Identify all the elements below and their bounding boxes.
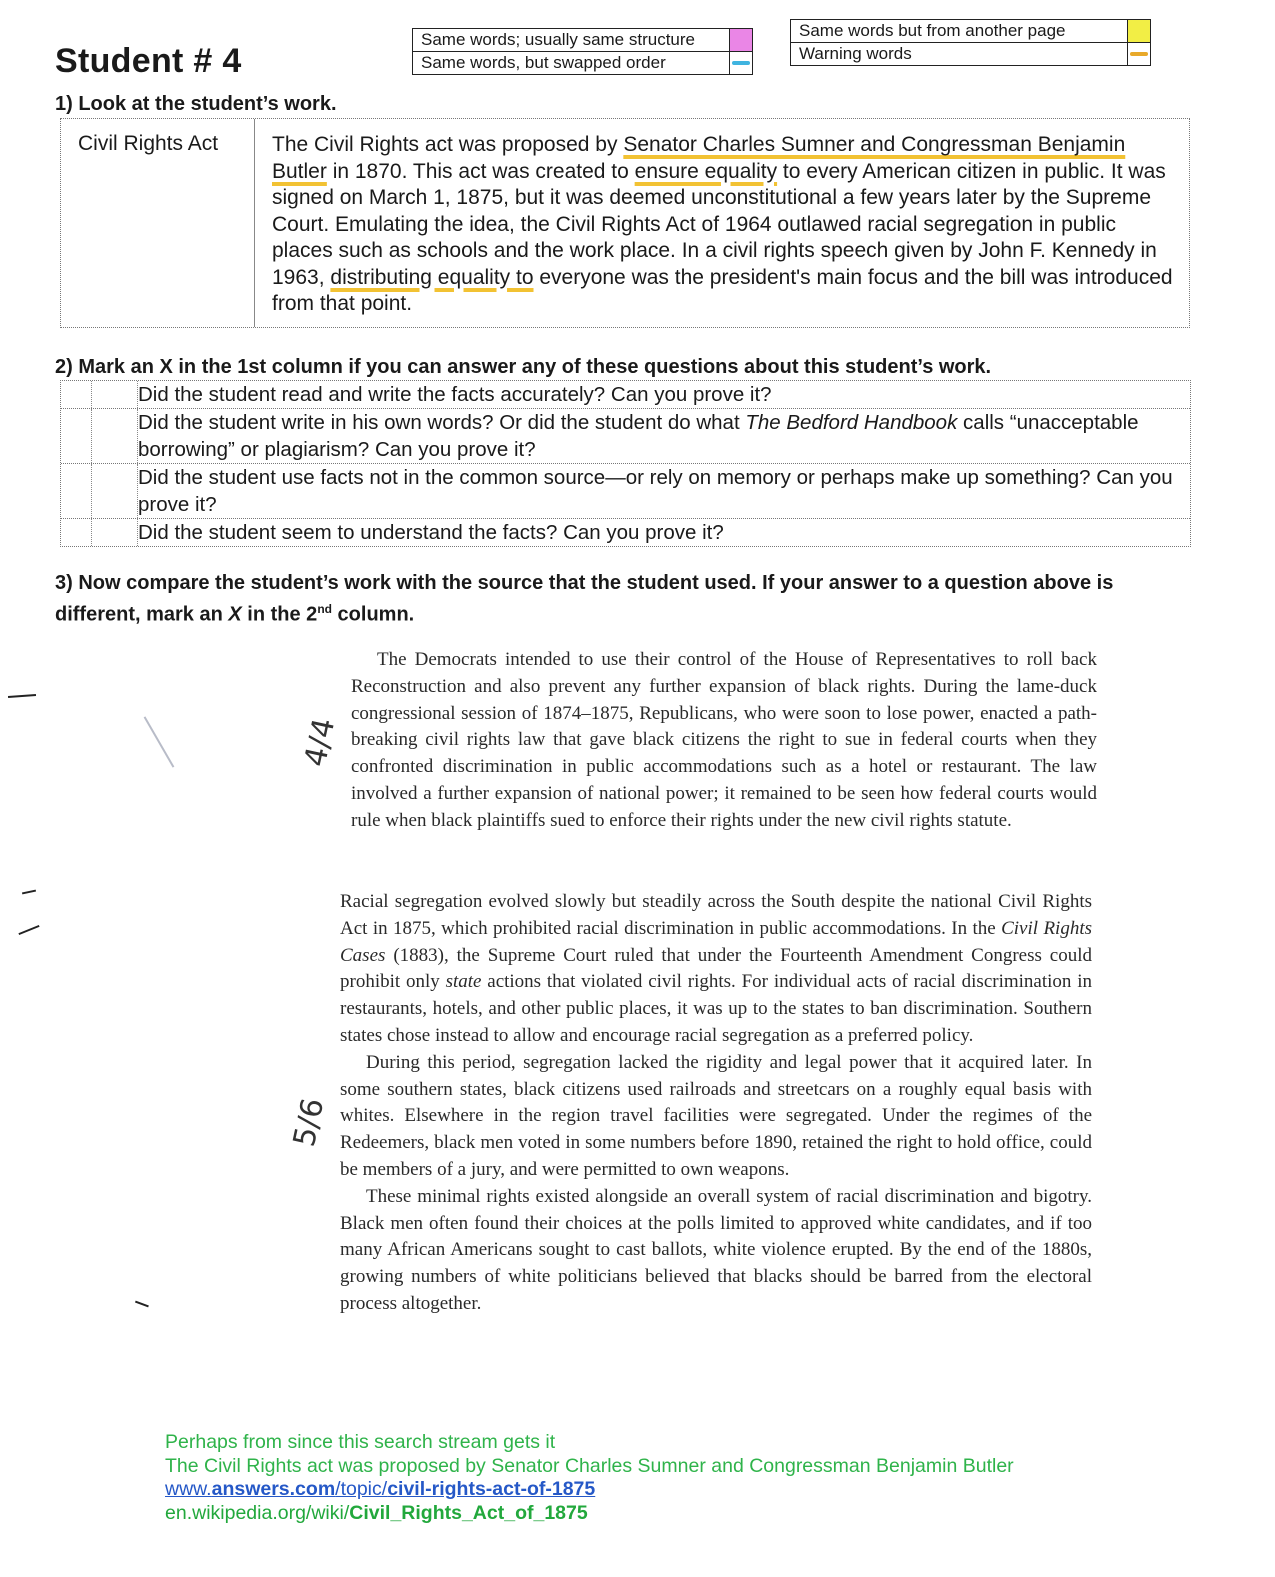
question-row	[61, 519, 1190, 546]
section-3-heading-text: column.	[331, 603, 415, 626]
legend-table-left	[412, 28, 753, 75]
first-column-checkbox[interactable]	[61, 519, 92, 546]
legend-label: Warning words	[791, 43, 1128, 66]
question-text-segment: Did the student use facts not in the common source—or rely on memory or perhaps make up something? Can you prove it?	[138, 466, 1173, 516]
source-text: actions that violated civil rights. For individual acts of racial discrimination in restaurants, hotels, and other public places, it was up to the states to ban discrimination. Southern states chose instead to allow and encourage racial segregation as a preferred policy.	[340, 971, 1092, 1046]
section-3-heading-x: X	[228, 603, 242, 626]
second-column-checkbox[interactable]	[92, 409, 138, 463]
question-text-segment: Did the student read and write the facts accurately? Can you prove it?	[138, 383, 772, 406]
link-text[interactable]: answers.com	[211, 1478, 336, 1500]
section-3-heading-sup: nd	[317, 602, 332, 616]
link-text[interactable]: Civil_Rights_Act_of_1875	[349, 1501, 588, 1524]
handwritten-score-1: 4/4	[298, 715, 343, 770]
legend-label: Same words but from another page	[791, 20, 1128, 43]
legend-row	[791, 20, 1151, 43]
legend-swatch-orange	[1128, 43, 1151, 66]
question-row	[61, 381, 1190, 409]
legend-row	[413, 52, 753, 75]
legend-swatch-yellow	[1128, 20, 1151, 43]
source-italic: state	[445, 971, 482, 993]
source-italic: Civil Rights Cases	[340, 917, 1092, 966]
scan-artifact-mark	[18, 925, 39, 935]
link-text[interactable]: civil-rights-act-of-1875	[387, 1478, 596, 1500]
student-work-table	[60, 118, 1190, 328]
work-text-segment: everyone was the president's main focus and the bill was introduced from that point.	[272, 265, 1173, 315]
note-line: Perhaps from since this search stream gets it	[165, 1431, 556, 1453]
question-text-segment: Did the student write in his own words? Or did the student do what	[138, 411, 746, 434]
question-row	[61, 409, 1190, 464]
work-text-segment: The Civil Rights act was proposed by	[272, 133, 624, 156]
scan-artifact-mark	[22, 890, 36, 895]
legend-row	[791, 43, 1151, 66]
second-column-checkbox[interactable]	[92, 381, 138, 408]
link-text[interactable]: en.wikipedia.org/wiki/	[165, 1501, 350, 1524]
legend-swatch-pink	[730, 29, 753, 52]
source-paragraph: The Democrats intended to use their control of the House of Representatives to roll back Reconstruction and also prevent any further expansion of black rights. During the lame-duck congressional session of 1874–1875, Republicans, who were soon to lose power, enacted a path-breaking civil rights law that gave black citizens the right to sue in federal courts when they confronted discrimination in public accommodations such as a hotel or restaurant. The law involved a further expansion of national power; it remained to be seen how federal courts would rule when black plaintiffs sued to enforce their rights under the new civil rights statute.	[351, 649, 1097, 831]
work-text-segment: in 1870. This act was created to	[326, 159, 635, 183]
note-line: The Civil Rights act was proposed by Senator Charles Sumner and Congressman Benjamin Butler	[165, 1454, 1014, 1477]
question-text	[138, 464, 1190, 518]
scan-artifact-mark	[8, 694, 36, 698]
section-3-heading	[55, 570, 1195, 628]
source-paragraph: These minimal rights existed alongside an overall system of racial discrimination and bigotry. Black men often found their choices at the polls limited to approved white candidates, and if too many African Americans sought to cast ballots, white violence erupted. By the end of the 1880s, growing numbers of white politicians believed that blacks should be barred from the electoral process altogether.	[340, 1185, 1092, 1314]
source-excerpt-1	[351, 647, 1097, 835]
question-row	[61, 464, 1190, 519]
link-text[interactable]: www.	[165, 1478, 212, 1500]
first-column-checkbox[interactable]	[61, 381, 92, 408]
questions-table	[60, 380, 1191, 547]
section-3-heading-text: 3) Now compare the student’s work with the source that the student used. If your answer to a question above is different, mark an	[55, 572, 1114, 626]
question-text	[138, 519, 1190, 546]
source-link-answers[interactable]	[165, 1478, 1014, 1502]
legend-row	[413, 29, 753, 52]
section-3-heading-text: in the 2	[241, 603, 318, 626]
legend-label: Same words; usually same structure	[413, 29, 730, 52]
source-excerpt-2	[340, 889, 1092, 1318]
section-2-heading: 2) Mark an X in the 1st column if you can answer any of these questions about this student’s work.	[55, 356, 992, 378]
source-paragraph	[340, 889, 1092, 1050]
first-column-checkbox[interactable]	[61, 409, 92, 463]
scan-artifact-mark	[144, 716, 175, 767]
highlighted-phrase: distributing equality to	[330, 265, 534, 289]
source-paragraph: During this period, segregation lacked the rigidity and legal power that it acquired later. In some southern states, black citizens used railroads and streetcars on a roughly equal basis with whites. Elsewhere in the region travel facilities were segregated. Under the regimes of the Redeemers, black men voted in some numbers before 1890, retained the right to hold office, could be members of a jury, and were permitted to own weapons.	[340, 1051, 1092, 1180]
link-text[interactable]: /topic/	[335, 1478, 388, 1500]
question-text-segment: calls “unacceptable borrowing” or plagiarism? Can you prove it?	[138, 411, 1139, 461]
legend-label: Same words, but swapped order	[413, 52, 730, 75]
work-text-segment: to every American citizen in public. It was signed on March 1, 1875, but it was deemed unconstitutional a few years later by the Supreme Court. Emulating the idea, the Civil Rights Act of 1964 outlawed racial segregation in public places such as schools and the work place. In a civil rights speech given by John F. Kennedy in 1963,	[272, 159, 1166, 289]
source-text: (1883), the Supreme Court ruled that under the Fourteenth Amendment Congress could prohibit only	[340, 944, 1092, 993]
source-link-wikipedia[interactable]	[165, 1502, 1014, 1526]
scan-artifact-mark	[135, 1301, 149, 1307]
second-column-checkbox[interactable]	[92, 519, 138, 546]
question-text	[138, 381, 1190, 408]
highlighted-phrase: Senator Charles Sumner and Congressman Benjamin Butler	[272, 133, 1126, 183]
question-text-segment: Did the student seem to understand the facts? Can you prove it?	[138, 521, 724, 544]
student-work-text	[255, 119, 1189, 327]
question-italic-title: The Bedford Handbook	[745, 411, 958, 434]
legend-swatch-blue	[730, 52, 753, 75]
source-text: Racial segregation evolved slowly but steadily across the South despite the national Civil Rights Act in 1875, which prohibited racial discrimination in public accommodations. In the	[340, 891, 1092, 939]
handwritten-score-2: 5/6	[287, 1095, 332, 1150]
first-column-checkbox[interactable]	[61, 464, 92, 518]
student-work-topic: Civil Rights Act	[61, 119, 255, 327]
search-notes	[165, 1431, 1014, 1525]
highlighted-phrase: ensure equality	[634, 159, 778, 183]
page-title: Student # 4	[55, 42, 242, 80]
second-column-checkbox[interactable]	[92, 464, 138, 518]
question-text	[138, 409, 1190, 463]
legend-table-right	[790, 19, 1151, 66]
section-1-heading: 1) Look at the student’s work.	[55, 93, 337, 115]
